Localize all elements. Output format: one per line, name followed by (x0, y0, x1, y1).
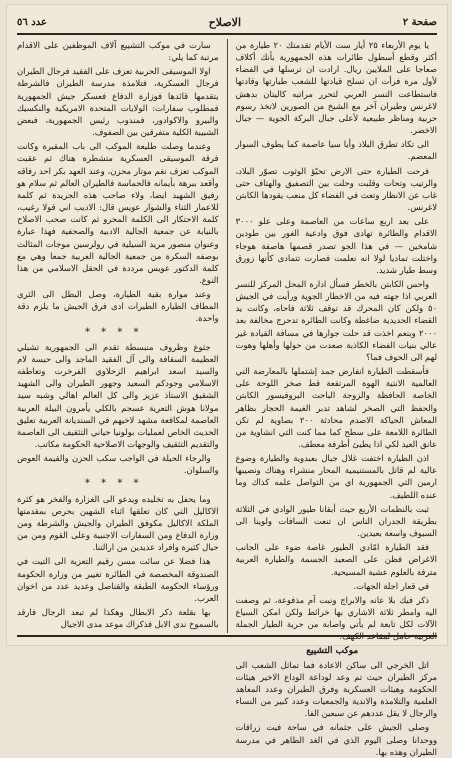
section-separator: * * * * (84, 478, 143, 490)
paragraph: فقد الطيارة امّادي الطيور غاصة ضوء على الجانب الاغراض فظن على الصعيد الجسمة والطيارة العربية مترفة بالعلوم عشية المسيحية. (235, 542, 437, 577)
newspaper-page (6, 4, 448, 757)
paragraph: واحس الكابتن بالخطر فسأل ادارة المحل المركز للنسر العربي اذا جهته فيه من الاخطار الجوية ورأيت في الجيش ٥٠ ولكن كان المحرك قد توقف ثلاثة فاحاه، وكانت يد القضاء الحديدية ضاغطة وكانت الطائرة تدحرج مخالفة بعد ٢٠٠٠ وبنعم اخذت قد حلت جوارها في مسافة القيادة غير عالي بنيات الفضاء الكاذبة صعدت من حولها وأهلها وهوت لهم الى الحوف فما؟ (235, 278, 437, 362)
paragraph: في قعار اجلة الجهات. (353, 580, 429, 591)
paragraph: اتل الخرجي الى ساكن الاعادة فما تماثل الشعب الى مركز الطيران حيث تم وعد لوداعة الوداع الاخير هيئات الحكومة وهيئات العسكرية وفرق الطيران وعدد المعاهد العلمية والتلامذة والاندية والجمعيات وعدد كبير من النساء والرجال لا يقل عددهم عن سبعين الفا. (235, 659, 437, 719)
right-column (235, 39, 437, 757)
paragraph: بها بقلعة ذكر الابطال وهكذا لم تبعد الرجال فارقد بالسموخ ندى الابل فذكراك موعد مدى الاجيال (16, 607, 219, 630)
bottom-rule (17, 635, 437, 637)
paragraph: جثوع وظروف منبسطة تقدم الى الجمهورية تشيلي العظيمة السقافة والى آل الفقيد الماجد والى حيسة لام والسيد اسعد ابراهيم الزحلاوي الفرخرت وتعاطفه الاسلامي وجودكم السعيد وجهور الطيران والى الشهيد الشقيق الاستاذ عزيز والى كل العالم اهالي وشبه سيد مولانا هوش التعرية عسجم بالكلي يأمرون البيلة العربية العاصمة لمكافعة مشهد لاخيهم في السنديانة العربية تعليق الحديث الخاص لعمليات بولونيا حياني التثقيف الى العاصمة والتقديم التثقيف والوجهات الاصلاحية الحكومة مكاتب. (16, 341, 219, 449)
newspaper-title: الاصلاح (208, 15, 242, 29)
section-heading: موكب التشييع (306, 645, 359, 656)
issue-number: عدد ٥٦ (17, 16, 47, 28)
paragraph: ذكر فيك بلا عانه والابراج ونبت آم مذفوعة، ثم وصفت اليه وامطر ثلاثة الاشاري بها خرائط ولكن امكن السياع الآلات لكل تابعة لم يأتي واصابة من حرية الطيار الجملة (235, 594, 437, 630)
paragraph: فأسقطت الطيارة انفارض جمد إشتملها بالمعارضة التي العالمية الانتية الهوة المرتفعة قط صخر اللوحة على الخاصة الحافظة والزوجة الباحث البروفيسور الكابتن والحفظ التي الصخر لشاهد تدبر الغيمة الحجار بظاهر المعاش الحياكة الاصدم محادثة ٢٠٠ بصاوية لم تكن الطائرة اللامعة على سطح كما مما كنت التي انشاوية من عانق العيد لكي اذا يطيئ أطرفة معطف. (235, 366, 437, 449)
paragraph: اولا الموسيقى الحربية تعزف على الفقيد فرجال الطيران فرجال العسكرية، فتلامذة مدرسة الطيران فالشرطة يتقدمها قائدها فوزارة الدفاع فعسكر جيش الجمهورية فمطلوب سفارات: الولايات المتحدة الامريكية والنكسيك والبيرو والاكوادور، فمندوب رئيس الجمهورية، فبعض الشبيبة الكلية متفرقين بين الصفوف. (16, 66, 219, 138)
paragraph: فرحت الطيارة حتى الارض تحيّؤ الوثوب تصوّر البلاد، والرتيب وتحات وقلبت وحلت بين التصفيق والهتاف حتى غاب عن الانظار وتعث في الفضاء كل منعب يقودها الكابتن لاغرنس. (235, 165, 437, 213)
paragraph: هذا فضلا عن سائت مسن رقيم التعزية الى التيت في الصندوقة المخصصة في الطائرة تغيير من وزارة الحكومة ورؤساء الحكومة الطبقة والقناصل وعديد عدد من اخوان العرب. (16, 556, 219, 603)
column-divider (227, 39, 228, 633)
paragraph: وما يحفل به تخليده ويدعو الى الغزارة والفخر هو كثرة الاكاليل التي كان تعلقها اثناء الشهين بحرص بمقدمتها الملكة الاكاليل مكوفق الطيران والجيش والشرطة ومن وزارة الدفاع ومن السفارات الاجنبية وعلى القوم ومن من حيال كثيرة وافراد عديدين من ارالتنا. (16, 493, 219, 553)
paragraph: الى تكاد تطرق البلاد وأيا سيا عاصمة كما يطوف السوار المعصم. (235, 139, 437, 162)
paragraph: على بعد اربع ساعات من العاصمة وعلى علو ٣٠٠٠ الاقدام والطائرة تهادى فوق وادعية الغور بين طودين شامخين — في هذا الجو تصدر قصمها هاصفة هوجاء واختلت تماديا لولا انه نعلمت فصارت تتمادى كأنها زورق وسط طيار شديد. (235, 216, 437, 275)
paragraph: يا يوم الأربعاء ٢٥ أيار ست الأيام تقدمتك ٢٠ طيارة من أكثر وقطع أسطول طائرات هذه الجمهورية بأنك أكلاف صعاجا على الملايين ريال. ارادت ان ترسلها في الفضاء لأول مرة فرأت ان تسلح قيادتها للشعب طيارتها وقادتها فاستطاعت النسر العربي لتحرر مراتبه كاليتان بدهش لاغرنس وطيران آخر مع الشيخ من الصورين لاتخذ رسوم حربية ومناظر طبيعية لأعلى جبال البركة الجوية — جبال الاخضر. (235, 40, 437, 136)
page-number: صفحة ٢ (402, 16, 437, 28)
paragraph: سارت في موكب التشييع آلاف الموظفين على الاقدام مرتبة كما يلي: (16, 40, 219, 63)
page-header (17, 11, 437, 35)
paragraph: وعند موارة بقية الطيارة، وصل البطل الى الثرى المطاف الطيارة الطيرات ادى فرق الجيش ما يلزم دقة واحدة. (16, 289, 219, 324)
paragraph: اذن الطيارة اختفت غلال جبال بعبدوية والطيارة وضوع عالية لم قاتل بالمستنيمية المحار منشراء وهناك ونصيبها ارمين التي الجمهورية اي من التواصل علمه كذاك وما عنده اللطيف. (235, 453, 437, 500)
section-separator: * * * * (84, 326, 143, 338)
paragraph: وصلى الجيش على جثمانه في ساحة فيت زرافات ووحدانا وصلى اليوم الذي في الغد الطاهر في مدرسة الطيران وهذه بها. (235, 722, 437, 757)
left-column (17, 39, 219, 633)
paragraph: ثبت بالنظمات الأربع حيث أبقانا طيور الوادي في الثلاثة بطريقة الجدران الناس ان تنعت السافات ولوينا الى السيوف واسعة بعيدين. (235, 503, 437, 539)
paragraph: والرجاء الحيلة في الواجب سكب الحزن والقيمة العوض والسلوان. (16, 453, 219, 476)
paragraph: وعندما وصلت طليعة الموكب الى باب المقبرة وكانت فرقة الموسيقى العسكرية متشطرة هناك ثم عقبت الموكب تعزف نغم موتار محزن، وعند العهد بكر احد رفاقه وأقعد ببرهة بأيمانه فالحماسة فالطيران العالم ثم سلام هو رفيق الشهيد ايضا، ولاء صاحب هذه الجريدة ثم كلمة للاعمار الثناء والشوار عويس قال: الاديب اني قولا رغيب، كلمة الاحتكار الى الكلمة المحرو ثم كانت صحب الاصلاح بالنيابة عن جمعية الجالية الادبية والصحفية فهذا عبارة وعنوان منصور مريد السيلية في رولرسين موجات المثالث بوصفه السكرة من جمعية الجالية العربية جمعا وهي مع كلمة الدكتور عويس مرددة في الحقل الاسلامي من هذا النوع. (16, 141, 219, 285)
article-columns (16, 39, 437, 757)
